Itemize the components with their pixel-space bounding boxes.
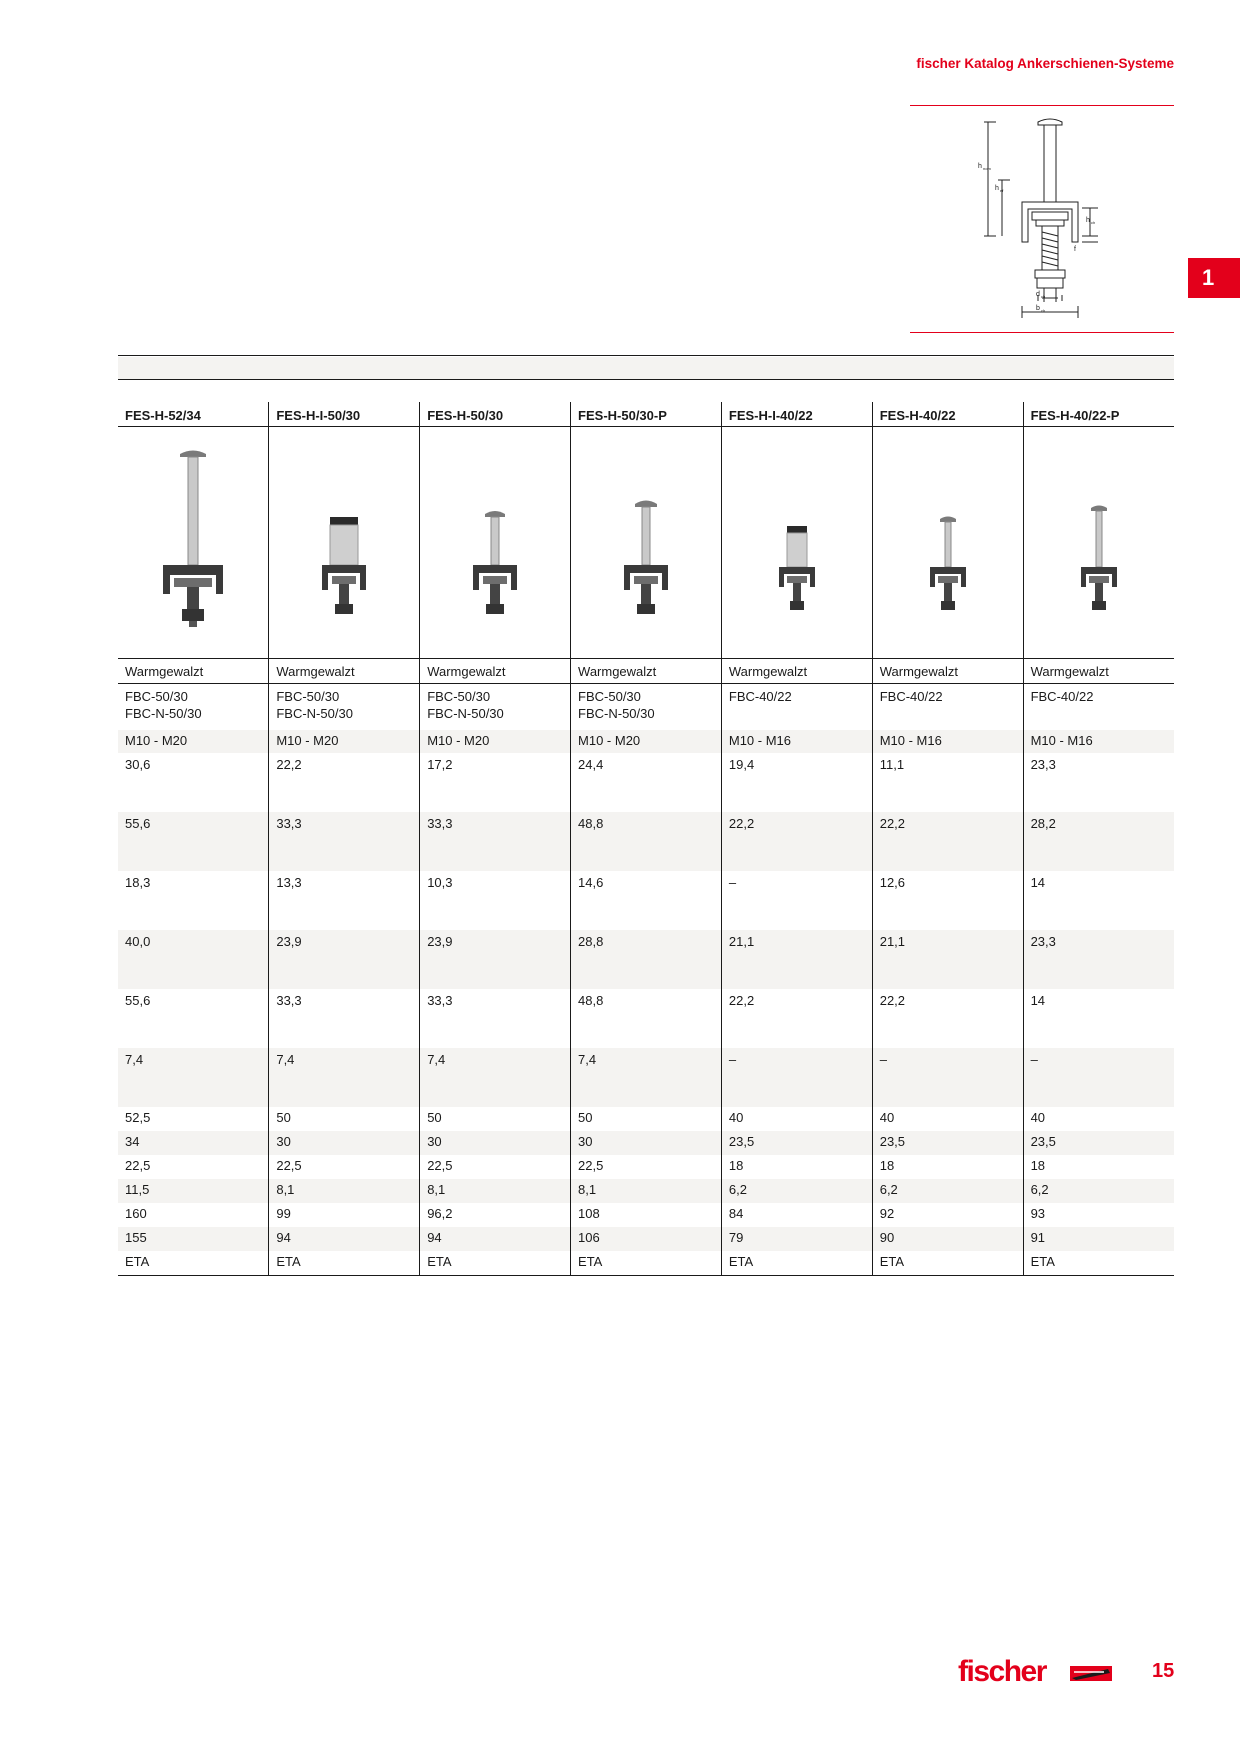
label-h-ef: h <box>995 185 999 192</box>
table-cell: 11,1 <box>872 753 1023 812</box>
table-cell: 84 <box>721 1203 872 1227</box>
table-cell: 28,8 <box>571 930 722 989</box>
svg-text:ch: ch <box>1091 220 1096 225</box>
table-cell: 18,3 <box>125 875 151 890</box>
channel-anchor-image <box>314 442 374 642</box>
table-cell: 12,6 <box>872 871 1023 930</box>
col-header: FES-H-40/22-P <box>1023 402 1174 426</box>
catalog-title: fischer Katalog Ankerschienen-Systeme <box>916 56 1174 71</box>
table-cell: 23,5 <box>1023 1131 1174 1155</box>
table-cell: M10 - M20 <box>420 730 571 753</box>
table-cell: 94 <box>269 1227 420 1251</box>
label-f: f <box>1074 246 1076 253</box>
table-cell: FBC-50/30 FBC-N-50/30 <box>420 683 571 730</box>
product-image-cell <box>721 426 872 658</box>
table-cell: 50 <box>269 1107 420 1131</box>
col-header: FES-H-40/22 <box>872 402 1023 426</box>
table-cell: – <box>872 1048 1023 1107</box>
table-cell: 52,5 <box>125 1110 151 1125</box>
value-row-c1 <box>118 1203 1174 1227</box>
table-cell: 23,5 <box>721 1131 872 1155</box>
svg-text:ch: ch <box>1041 308 1046 313</box>
table-cell: 23,9 <box>269 930 420 989</box>
table-cell: 48,8 <box>571 812 722 871</box>
chapter-tab[interactable]: 1 <box>1188 258 1240 298</box>
table-cell: 22,5 <box>125 1158 151 1173</box>
table-cell: 28,2 <box>1023 812 1174 871</box>
header-divider-bottom <box>910 332 1174 333</box>
label-b-ch: b <box>1036 305 1040 312</box>
table-cell: 50 <box>420 1107 571 1131</box>
table-cell: 34 <box>118 1131 269 1155</box>
table-cell: 92 <box>872 1203 1023 1227</box>
table-cell: 6,2 <box>1023 1179 1174 1203</box>
table-cell: M10 - M20 <box>118 730 269 753</box>
table-cell: 11,5 <box>118 1179 269 1203</box>
table-cell: 30 <box>571 1131 722 1155</box>
table-top-rule <box>118 355 1174 356</box>
product-name-row <box>118 402 1174 426</box>
table-cell: 94 <box>420 1227 571 1251</box>
table-cell: FBC-50/30 FBC-N-50/30 <box>269 683 420 730</box>
table-cell: 22,5 <box>571 1155 722 1179</box>
table-cell: Warmgewalzt <box>872 658 1023 683</box>
table-cell: 99 <box>269 1203 420 1227</box>
table-band-rule <box>118 379 1174 380</box>
table-cell: FBC-40/22 <box>1023 683 1174 730</box>
value-row-3 <box>118 871 1174 930</box>
table-cell: 55,6 <box>118 812 269 871</box>
value-row-2 <box>118 812 1174 871</box>
table-cell: FBC-50/30 FBC-N-50/30 <box>571 683 722 730</box>
table-cell: 14 <box>1023 989 1174 1048</box>
svg-text:ch: ch <box>1041 294 1046 299</box>
table-cell: 23,9 <box>420 930 571 989</box>
product-image-cell <box>872 426 1023 658</box>
table-cell: 30 <box>269 1131 420 1155</box>
table-cell: ETA <box>269 1251 420 1275</box>
product-image-cell <box>118 426 269 658</box>
table-cell: 22,2 <box>872 812 1023 871</box>
table-cell: 13,3 <box>269 871 420 930</box>
channel-anchor-image <box>1074 442 1124 642</box>
table-cell: 18 <box>1023 1155 1174 1179</box>
table-cell: M10 - M16 <box>721 730 872 753</box>
table-cell: 21,1 <box>872 930 1023 989</box>
table-cell: 30,6 <box>125 757 151 772</box>
table-cell: 22,2 <box>721 989 872 1048</box>
table-cell: 7,4 <box>420 1048 571 1107</box>
table-cell: M10 - M20 <box>269 730 420 753</box>
dimension-row-w <box>118 1155 1174 1179</box>
svg-text:nom: nom <box>983 166 991 171</box>
table-cell: Warmgewalzt <box>721 658 872 683</box>
col-header: FES-H-50/30 <box>420 402 571 426</box>
table-cell: 7,4 <box>118 1048 269 1107</box>
bolt-row <box>118 683 1174 730</box>
table-cell: ETA <box>118 1251 269 1275</box>
table-cell: 23,3 <box>1023 930 1174 989</box>
table-header-band <box>118 357 1174 379</box>
table-cell: 23,3 <box>1023 753 1174 812</box>
dimension-row-h <box>118 1131 1174 1155</box>
table-cell: 33,3 <box>269 812 420 871</box>
fischer-logo <box>958 1653 1118 1689</box>
dimension-row-t <box>118 1179 1174 1203</box>
table-cell: 50 <box>571 1107 722 1131</box>
table-cell: ETA <box>721 1251 872 1275</box>
table-cell: 21,1 <box>721 930 872 989</box>
table-cell: 48,8 <box>571 989 722 1048</box>
table-cell: 33,3 <box>420 989 571 1048</box>
table-cell: Warmgewalzt <box>420 658 571 683</box>
anchor-channel-spec-table <box>118 402 1174 1276</box>
table-cell: ETA <box>872 1251 1023 1275</box>
table-cell: 40,0 <box>118 930 269 989</box>
table-cell: Warmgewalzt <box>118 658 269 683</box>
value-row-5 <box>118 989 1174 1048</box>
table-cell: 55,6 <box>125 993 151 1008</box>
table-cell: 6,2 <box>872 1179 1023 1203</box>
table-cell: 22,2 <box>872 989 1023 1048</box>
value-row-c2 <box>118 1227 1174 1251</box>
table-cell: – <box>721 871 872 930</box>
table-cell: 18 <box>721 1155 872 1179</box>
channel-anchor-image <box>465 442 525 642</box>
header-divider-top <box>910 105 1174 106</box>
svg-text:ef: ef <box>1000 188 1004 193</box>
channel-anchor-image <box>772 442 822 642</box>
table-cell: 8,1 <box>269 1179 420 1203</box>
channel-anchor-image <box>923 442 973 642</box>
value-row-6 <box>118 1048 1174 1107</box>
page-number: 15 <box>1152 1660 1175 1682</box>
approval-row <box>118 1251 1174 1275</box>
table-cell: 30 <box>420 1131 571 1155</box>
table-cell: 7,4 <box>571 1048 722 1107</box>
channel-anchor-image <box>616 442 676 642</box>
label-d-ch: d <box>1036 291 1040 298</box>
label-h-ch: h <box>1086 217 1090 224</box>
product-image-cell <box>1023 426 1174 658</box>
table-cell: – <box>721 1048 872 1107</box>
table-cell: 33,3 <box>420 812 571 871</box>
table-cell: 40 <box>872 1107 1023 1131</box>
table-cell: 14 <box>1023 871 1174 930</box>
table-cell: ETA <box>571 1251 722 1275</box>
table-cell: FBC-50/30 FBC-N-50/30 <box>125 688 202 721</box>
table-cell: ETA <box>1023 1251 1174 1275</box>
table-cell: 24,4 <box>571 753 722 812</box>
table-cell: Warmgewalzt <box>269 658 420 683</box>
product-image-cell <box>420 426 571 658</box>
table-cell: 155 <box>118 1227 269 1251</box>
table-cell: – <box>1023 1048 1174 1107</box>
table-cell: Warmgewalzt <box>571 658 722 683</box>
table-cell: Warmgewalzt <box>1023 658 1174 683</box>
fischer-logo-emblem-icon <box>1070 1666 1112 1681</box>
table-cell: 91 <box>1023 1227 1174 1251</box>
table-cell: 7,4 <box>269 1048 420 1107</box>
col-header: FES-H-I-50/30 <box>269 402 420 426</box>
table-cell: 22,5 <box>269 1155 420 1179</box>
table-cell: M10 - M16 <box>872 730 1023 753</box>
table-cell: 108 <box>571 1203 722 1227</box>
table-cell: 40 <box>1023 1107 1174 1131</box>
table-cell: 160 <box>125 1206 147 1221</box>
table-cell: ETA <box>420 1251 571 1275</box>
table-cell: 17,2 <box>420 753 571 812</box>
table-cell: 96,2 <box>420 1203 571 1227</box>
table-cell: 90 <box>872 1227 1023 1251</box>
table-cell: FBC-40/22 <box>721 683 872 730</box>
table-cell: 79 <box>721 1227 872 1251</box>
table-cell: 22,2 <box>269 753 420 812</box>
col-header: FES-H-I-40/22 <box>721 402 872 426</box>
dimension-row-b <box>118 1107 1174 1131</box>
table-cell: 8,1 <box>571 1179 722 1203</box>
table-cell: 22,5 <box>420 1155 571 1179</box>
material-row <box>118 658 1174 683</box>
table-cell: 106 <box>571 1227 722 1251</box>
value-row-1 <box>118 753 1174 812</box>
table-cell: FBC-40/22 <box>872 683 1023 730</box>
table-cell: 23,5 <box>872 1131 1023 1155</box>
anchor-dimension-diagram <box>960 112 1110 328</box>
product-image-cell <box>269 426 420 658</box>
thread-row <box>118 730 1174 753</box>
channel-anchor-image <box>158 442 228 642</box>
svg-text:fischer: fischer <box>958 1655 1046 1688</box>
table-cell: 93 <box>1023 1203 1174 1227</box>
table-cell: 19,4 <box>721 753 872 812</box>
table-cell: 6,2 <box>721 1179 872 1203</box>
table-cell: 33,3 <box>269 989 420 1048</box>
product-image-cell <box>571 426 722 658</box>
table-cell: 10,3 <box>420 871 571 930</box>
table-cell: M10 - M20 <box>571 730 722 753</box>
col-header: FES-H-52/34 <box>118 402 269 426</box>
table-cell: M10 - M16 <box>1023 730 1174 753</box>
table-cell: 22,2 <box>721 812 872 871</box>
table-cell: 18 <box>872 1155 1023 1179</box>
col-header: FES-H-50/30-P <box>571 402 722 426</box>
table-cell: 8,1 <box>420 1179 571 1203</box>
table-cell: 40 <box>721 1107 872 1131</box>
value-row-4 <box>118 930 1174 989</box>
table-cell: 14,6 <box>571 871 722 930</box>
label-h-nom: h <box>978 163 982 170</box>
product-image-row <box>118 426 1174 658</box>
